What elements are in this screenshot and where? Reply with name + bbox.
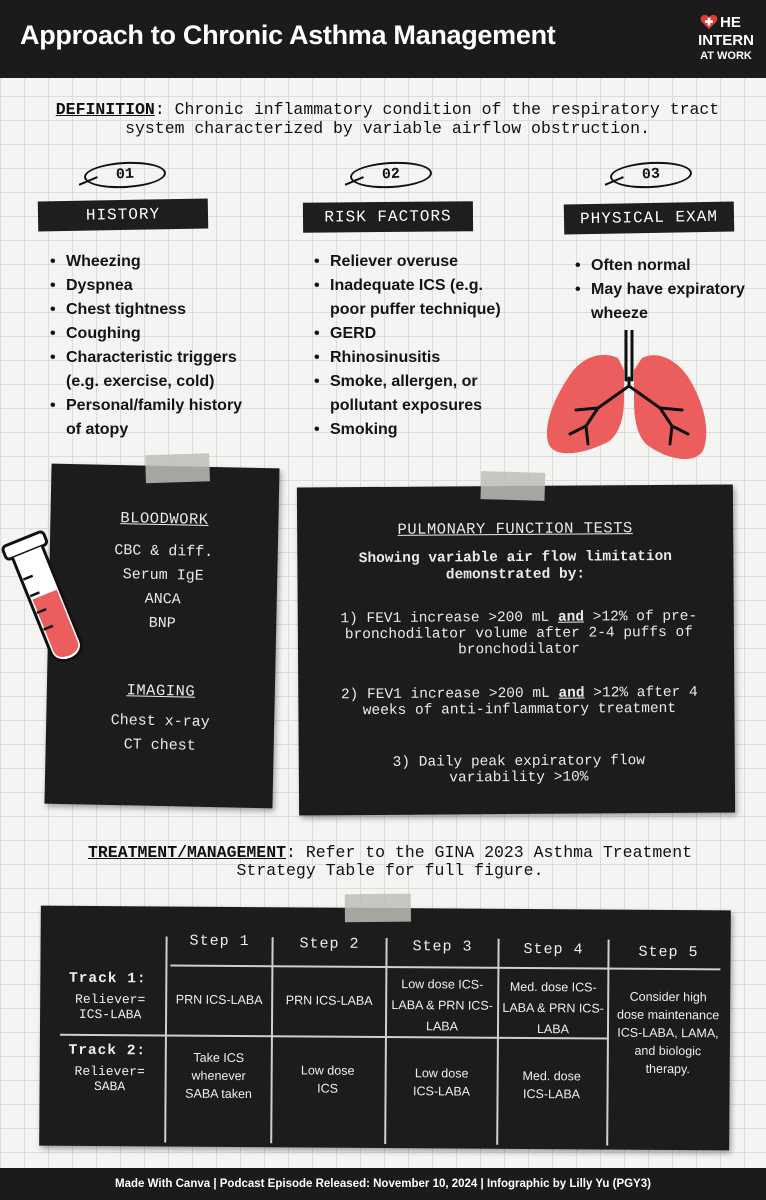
treatment-table <box>39 906 731 1151</box>
imaging-list <box>45 708 274 761</box>
list-item: Serum IgE <box>122 566 204 585</box>
step-header: Step 5 <box>638 943 699 962</box>
list-item: • Smoking <box>314 418 519 442</box>
physical-exam-label: PHYSICAL EXAM <box>564 202 734 235</box>
track-2-label: Track 2: <box>68 1042 147 1060</box>
pft-criterion-1 <box>334 609 704 660</box>
treatment-label: TREATMENT/MANAGEMENT <box>87 843 287 862</box>
logo-line-1: HE <box>720 14 741 31</box>
treatment-text: : Refer to the GINA 2023 Asthma Treatment Strategy Table for full figure. <box>236 843 692 880</box>
criterion-text: 1) FEV1 increase >200 mL <box>340 609 558 628</box>
track-2-reliever: Reliever= SABA <box>74 1063 145 1095</box>
logo-line-3: AT WORK <box>700 50 752 62</box>
table-cell: PRN ICS-LABA <box>175 992 263 1008</box>
physical-exam-list <box>575 254 750 326</box>
step-5-cell: Consider high dose maintenance ICS-LABA, LAMA, and biologic therapy. <box>616 989 720 1077</box>
list-item: • Dyspnea <box>50 274 260 298</box>
list-item: • Personal/family history of atopy <box>50 394 260 442</box>
table-cell: Med. dose ICS-LABA & PRN ICS-LABA <box>502 979 604 1037</box>
section-number-03: 03 <box>609 160 692 190</box>
criterion-text: >12% after 4 weeks of anti-inflammatory treatment <box>362 684 698 720</box>
definition <box>30 100 745 138</box>
table-cell: PRN ICS-LABA <box>285 993 373 1008</box>
imaging-heading: IMAGING <box>126 681 196 701</box>
table-cell: Low dose ICS-LABA & PRN ICS-LABA <box>391 977 493 1034</box>
pft-heading: PULMONARY FUNCTION TESTS <box>397 519 633 539</box>
tape <box>145 453 210 483</box>
list-item: • Inadequate ICS (e.g. poor puffer technique) <box>314 274 519 322</box>
treatment-heading <box>60 844 720 880</box>
track-1-reliever: Reliever= ICS-LABA <box>75 991 146 1023</box>
test-tube-icon <box>0 528 96 678</box>
and-emphasis: and <box>557 609 585 626</box>
definition-text: : Chronic inflammatory condition of the respiratory tract system characterized by variable airflow obstruction. <box>125 100 720 138</box>
pft-criterion-3 <box>359 753 679 787</box>
step-header: Step 1 <box>189 932 250 951</box>
list-item: BNP <box>148 614 176 633</box>
step-header: Step 4 <box>523 940 584 959</box>
pft-board <box>297 484 735 815</box>
divider <box>496 939 499 1145</box>
list-item: • Often normal <box>575 254 750 278</box>
pft-criterion-2 <box>334 685 704 720</box>
divider <box>606 940 609 1146</box>
criterion-text: 2) FEV1 increase >200 mL <box>340 685 559 704</box>
table-cell: Low dose ICS <box>300 1063 355 1096</box>
step-header: Step 2 <box>299 935 360 953</box>
list-item: ANCA <box>144 590 181 609</box>
table-cell: Low dose ICS-LABA <box>413 1066 471 1099</box>
logo-line-2: INTERN <box>698 32 754 49</box>
section-number-01: 01 <box>83 160 166 190</box>
lungs-icon <box>540 330 710 472</box>
pft-subheading: Showing variable air flow limitation demonstrated by: <box>358 548 673 584</box>
list-item: • May have expiratory wheeze <box>575 278 750 326</box>
criterion-text: >12% of pre-bronchodilator volume after 2-4 puffs of bronchodilator <box>344 608 698 659</box>
list-item: • GERD <box>314 322 519 346</box>
history-list <box>50 250 260 442</box>
logo <box>694 10 758 68</box>
footer: Made With Canva | Podcast Episode Released: November 10, 2024 | Infographic by Lilly Yu (PGY3) <box>0 1168 766 1200</box>
list-item: Chest x-ray <box>110 711 210 732</box>
risk-factors-label: RISK FACTORS <box>303 201 473 232</box>
definition-label: DEFINITION <box>55 100 155 119</box>
table-cell: Take ICS whenever SABA taken <box>185 1050 252 1102</box>
page-title: Approach to Chronic Asthma Management <box>20 20 556 50</box>
bloodwork-heading: BLOODWORK <box>120 509 209 529</box>
tape <box>480 471 545 501</box>
and-emphasis: and <box>558 685 585 702</box>
risk-factors-list <box>314 250 519 442</box>
track-1-label: Track 1: <box>68 970 147 988</box>
step-header: Step 3 <box>412 938 473 956</box>
divider <box>270 937 273 1143</box>
section-number-02: 02 <box>349 160 432 190</box>
list-item: • Reliever overuse <box>314 250 519 274</box>
divider <box>164 936 167 1142</box>
history-label: HISTORY <box>38 199 208 232</box>
list-item: • Rhinosinusitis <box>314 346 519 370</box>
list-item: CT chest <box>123 736 196 755</box>
list-item: • Coughing <box>50 322 260 346</box>
divider <box>170 965 720 971</box>
tape <box>345 894 411 923</box>
list-item: • Characteristic triggers (e.g. exercise, cold) <box>50 346 260 394</box>
list-item: CBC & diff. <box>114 541 214 562</box>
list-item: • Wheezing <box>50 250 260 274</box>
criterion-text: 3) Daily peak expiratory flow variability >10% <box>392 753 646 787</box>
list-item: • Chest tightness <box>50 298 260 322</box>
divider <box>384 938 387 1144</box>
table-cell: Med. dose ICS-LABA <box>522 1068 581 1102</box>
list-item: • Smoke, allergen, or pollutant exposures <box>314 370 519 418</box>
